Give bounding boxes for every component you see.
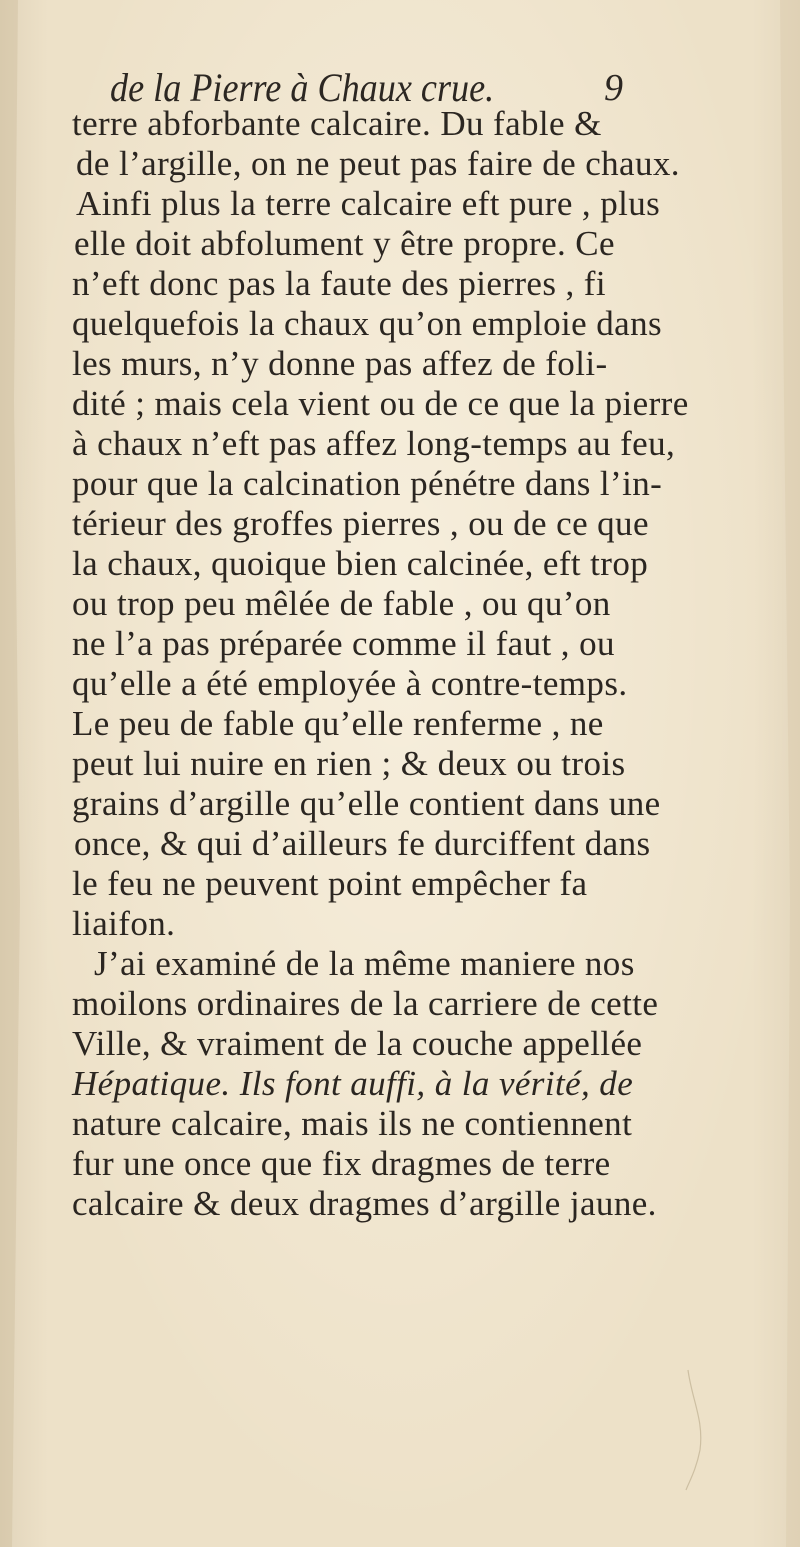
text-line: once, & qui d’ailleurs fe durciffent dans: [74, 824, 651, 863]
page-number: 9: [604, 67, 623, 109]
text-line: peut lui nuire en rien ; & deux ou trois: [72, 744, 626, 783]
text-line: dité ; mais cela vient ou de ce que la pierre: [72, 384, 689, 423]
text-line: de l’argille, on ne peut pas faire de chaux.: [76, 144, 680, 183]
running-head-title: de la Pierre à Chaux crue.: [110, 65, 495, 110]
text-line: calcaire & deux dragmes d’argille jaune.: [72, 1184, 657, 1223]
text-line: J’ai examiné de la même maniere nos: [94, 944, 635, 983]
text-line: quelquefois la chaux qu’on emploie dans: [72, 304, 663, 343]
text-line: Hépatique. Ils font auffi, à la vérité, de: [72, 1064, 634, 1103]
text-line: pour que la calcination pénétre dans l’in-: [72, 464, 663, 503]
text-line: fur une once que fix dragmes de terre: [72, 1144, 611, 1183]
text-line: nature calcaire, mais ils ne contiennent: [72, 1104, 633, 1143]
text-line: à chaux n’eft pas affez long-temps au feu,: [72, 424, 676, 463]
text-line: moilons ordinaires de la carriere de cette: [72, 984, 659, 1023]
text-line: liaifon.: [72, 904, 176, 943]
text-line: Ville, & vraiment de la couche appellée: [72, 1024, 643, 1063]
text-line: les murs, n’y donne pas affez de foli-: [72, 344, 608, 383]
text-line: la chaux, quoique bien calcinée, eft trop: [72, 544, 649, 583]
text-line: grains d’argille qu’elle contient dans une: [72, 784, 661, 823]
text-line: ou trop peu mêlée de fable , ou qu’on: [72, 584, 611, 623]
text-line: Le peu de fable qu’elle renferme , ne: [72, 704, 604, 743]
text-line: n’eft donc pas la faute des pierres , fi: [72, 264, 606, 303]
text-line: ne l’a pas préparée comme il faut , ou: [72, 624, 615, 663]
text-line: Ainfi plus la terre calcaire eft pure , plus: [76, 184, 661, 223]
text-line: qu’elle a été employée à contre-temps.: [72, 664, 628, 703]
text-line: térieur des groffes pierres , ou de ce que: [72, 504, 649, 543]
text-line: le feu ne peuvent point empêcher fa: [72, 864, 588, 903]
text-line: terre abforbante calcaire. Du fable &: [72, 104, 602, 143]
text-line: elle doit abfolument y être propre. Ce: [74, 224, 615, 263]
